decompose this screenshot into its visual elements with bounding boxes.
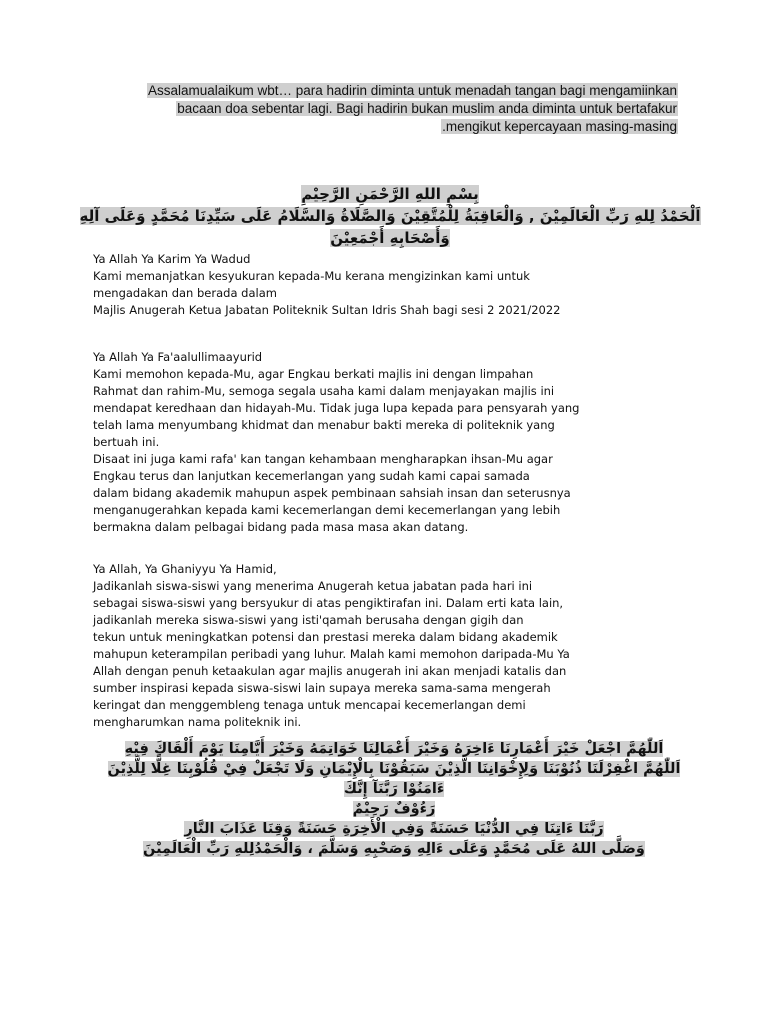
doa-line: mendapat keredhaan dan hidayah-Mu. Tidak juga lupa kepada para pensyarah yang bbox=[93, 401, 580, 415]
doa-paragraph-1 bbox=[93, 251, 613, 319]
intro-line-text: bacaan doa sebentar lagi. Bagi hadirin bukan muslim anda diminta untuk bertafakur bbox=[177, 101, 677, 116]
doa-line: Kami memohon kepada-Mu, agar Engkau berkati majlis ini dengan limpahan bbox=[93, 367, 534, 381]
doa-line: keringat dan menggembleng tenaga untuk mencapai kecemerlangan demi bbox=[93, 698, 526, 712]
doa-line: mengharumkan nama politeknik ini. bbox=[93, 715, 302, 729]
basmalah-line bbox=[60, 183, 720, 205]
doa-line: sumber inspirasi kepada siswa-siswi lain supaya mereka sama-sama mengerah bbox=[93, 681, 551, 695]
closing-arabic-text: رَبَّنَا ءَاتِنَا فِي الدُّنْيَا حَسَنَةً وَفِي الْأَخِرَةِ حَسَنَةً وَقِنَا عَذَابَ النَّارِ bbox=[184, 821, 604, 837]
doa-line: dalam bidang akademik mahupun aspek pembinaan sahsiah insan dan seterusnya bbox=[93, 486, 571, 500]
closing-arabic-text: رَءُوْفٌ رَحِيْمٌ bbox=[352, 801, 436, 817]
doa-line: Ya Allah Ya Fa'aalullimaayurid bbox=[93, 350, 263, 364]
basmalah-text: بِسْمِ اللهِ الرَّحْمَنِ الرَّحِيْمِ bbox=[301, 185, 479, 203]
doa-line: mengadakan dan berada dalam bbox=[93, 286, 277, 300]
closing-arabic-line bbox=[86, 819, 702, 839]
doa-line: telah lama menyumbang khidmat dan menabur bakti mereka di politeknik yang bbox=[93, 418, 555, 432]
closing-arabic bbox=[86, 739, 702, 859]
doa-line: sebagai siswa-siswi yang bersyukur di atas pengiktirafan ini. Dalam erti kata lain, bbox=[93, 596, 564, 610]
doa-line: Allah dengan penuh ketaakulan agar majlis anugerah ini akan menjadi katalis dan bbox=[93, 664, 567, 678]
closing-arabic-text: اَللّٰهُمَّ اغْفِرْلَنَا ذُنُوْبَنَا وَلِإِخْوَانِنَا الَّذِيْنَ سَبَقُوْنَا بِالْإِيْمَانِ وَلَا تَجْعَلْ فِيْ قُلُوْبِنَا غِلًّا لِلَّذِيْنَ ءَامَنُوْا رَبَّنَآ إِنَّكَ bbox=[107, 761, 681, 797]
opening-arabic-line bbox=[60, 205, 720, 227]
closing-arabic-text: اَللّٰهُمَّ اجْعَلْ خَيْرَ أَعْمَارِنَا ءَاخِرَهُ وَخَيْرَ أَعْمَالِنَا خَوَاتِمَهُ وَخَيْرَ أَيَّامِنَا يَوْمَ أَلْقَاكَ فِيْهِ bbox=[124, 741, 664, 757]
doa-line: Kami memanjatkan kesyukuran kepada-Mu kerana mengizinkan kami untuk bbox=[93, 269, 530, 283]
doa-line: bertuah ini. bbox=[93, 435, 160, 449]
doa-line: Rahmat dan rahim-Mu, semoga segala usaha kami dalam menjayakan majlis ini bbox=[93, 384, 555, 398]
closing-arabic-line bbox=[86, 839, 702, 859]
doa-line: Majlis Anugerah Ketua Jabatan Politeknik Sultan Idris Shah bagi sesi 2 2021/2022 bbox=[93, 303, 561, 317]
doa-line: Ya Allah, Ya Ghaniyyu Ya Hamid, bbox=[93, 562, 277, 576]
doa-paragraph-2 bbox=[93, 349, 613, 536]
doa-line: jadikanlah mereka siswa-siswi yang isti'qamah berusaha dengan gigih dan bbox=[93, 613, 524, 627]
doa-line: tekun untuk meningkatkan potensi dan prestasi mereka dalam bidang akademik bbox=[93, 630, 558, 644]
intro-line bbox=[100, 100, 678, 118]
opening-arabic-line bbox=[60, 227, 720, 249]
opening-arabic-text: وَأَصْحَابِهِ أَجْمَعِيْنَ bbox=[330, 229, 450, 247]
intro-line bbox=[100, 118, 678, 136]
doa-line: Engkau terus dan lanjutkan kecemerlangan yang sudah kami capai samada bbox=[93, 469, 530, 483]
doa-line: mahupun keterampilan peribadi yang luhur. Malah kami memohon daripada-Mu Ya bbox=[93, 647, 570, 661]
doa-line: Disaat ini juga kami rafa' kan tangan kehambaan mengharapkan ihsan-Mu agar bbox=[93, 452, 553, 466]
intro-line-text: Assalamualaikum wbt… para hadirin diminta untuk menadah tangan bagi mengamiinkan bbox=[147, 83, 677, 98]
closing-arabic-text: وَصَلَّى اللهُ عَلَى مُحَمَّدٍ وَعَلَى ءَالِهِ وَصَحْبِهِ وَسَلَّمَ ، وَالْحَمْدُلِلهِ رَبِّ الْعَالَمِيْنَ bbox=[143, 841, 645, 857]
doa-line: Ya Allah Ya Karim Ya Wadud bbox=[93, 252, 251, 266]
intro-line bbox=[100, 82, 678, 100]
opening-arabic-text: اَلْحَمْدُ لِلهِ رَبِّ الْعَالَمِيْنَ , وَالْعَاقِبَةُ لِلْمُتَّقِيْنَ وَالصَّلَاةُ وَالسَّلَامُ عَلَى سَيِّدِنَا مُحَمَّدٍ وَعَلَى آلِهِ bbox=[79, 207, 701, 225]
doa-paragraph-3 bbox=[93, 561, 613, 731]
doa-line: bermakna dalam pelbagai bidang pada masa masa akan datang. bbox=[93, 520, 469, 534]
intro-notice bbox=[100, 82, 678, 136]
doa-line: Jadikanlah siswa-siswi yang menerima Anugerah ketua jabatan pada hari ini bbox=[93, 579, 533, 593]
doa-line: menganugerahkan kepada kami kecemerlangan demi kecemerlangan yang lebih bbox=[93, 503, 561, 517]
closing-arabic-line bbox=[86, 799, 702, 819]
opening-arabic bbox=[60, 183, 720, 249]
intro-line-text: .mengikut kepercayaan masing-masing bbox=[442, 119, 677, 134]
closing-arabic-line bbox=[86, 759, 702, 799]
closing-arabic-line bbox=[86, 739, 702, 759]
